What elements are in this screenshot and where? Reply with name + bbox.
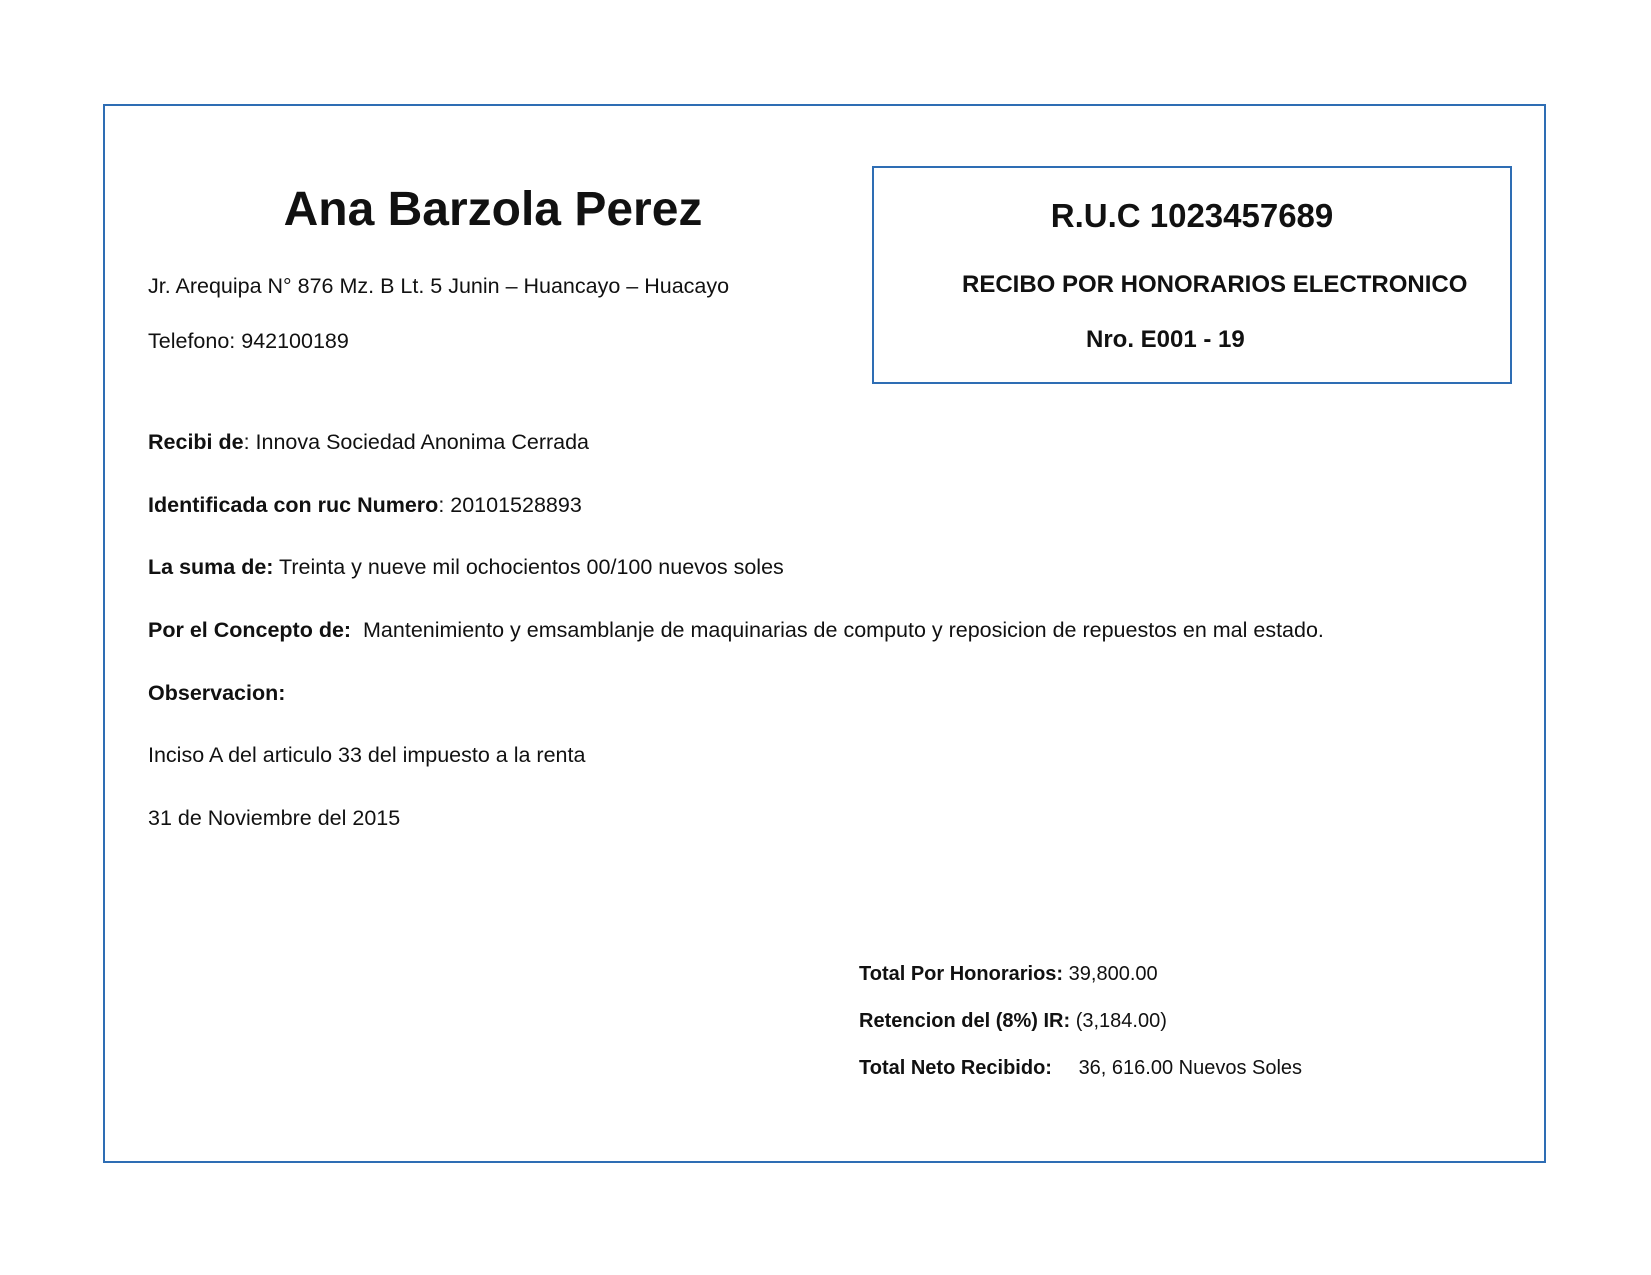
concept-value: Mantenimiento y emsamblanje de maquinarias de computo y reposicion de repuestos en mal estado. xyxy=(351,618,1324,642)
amount-words-value: Treinta y nueve mil ochocientos 00/100 nuevos soles xyxy=(273,555,784,579)
received-from-row xyxy=(148,428,589,456)
total-net-label: Total Neto Recibido: xyxy=(859,1057,1052,1079)
receipt-title: RECIBO POR HONORARIOS ELECTRONICO xyxy=(962,271,1468,298)
retention-label: Retencion del (8%) IR: xyxy=(859,1010,1071,1032)
received-from-label: Recibi de xyxy=(148,430,244,454)
observation-text: Inciso A del articulo 33 del impuesto a la renta xyxy=(148,743,586,767)
retention-value: (3,184.00) xyxy=(1075,1010,1167,1032)
total-net-value: 36, 616.00 Nuevos Soles xyxy=(1078,1057,1303,1079)
amount-words-row xyxy=(148,553,784,581)
concept-row xyxy=(148,616,1324,644)
receipt-number: Nro. E001 - 19 xyxy=(1086,326,1245,353)
issuer-phone: Telefono: 942100189 xyxy=(148,329,349,353)
receipt-date: 31 de Noviembre del 2015 xyxy=(148,806,401,830)
concept-label: Por el Concepto de: xyxy=(148,618,352,642)
received-from-value: : Innova Sociedad Anonima Cerrada xyxy=(243,430,590,454)
total-net-row xyxy=(859,1055,1302,1081)
amount-words-label: La suma de: xyxy=(148,555,274,579)
ruc-id-value: : 20101528893 xyxy=(438,493,582,517)
retention-row xyxy=(859,1008,1167,1034)
total-gross-row xyxy=(859,961,1158,987)
total-gross-value: 39,800.00 xyxy=(1068,963,1158,985)
ruc-id-label: Identificada con ruc Numero xyxy=(148,493,439,517)
issuer-name: Ana Barzola Perez xyxy=(283,183,703,236)
observation-row xyxy=(148,679,285,707)
total-gross-label: Total Por Honorarios: xyxy=(859,963,1064,985)
observation-label: Observacion: xyxy=(148,681,286,705)
issuer-address: Jr. Arequipa N° 876 Mz. B Lt. 5 Junin – Huancayo – Huacayo xyxy=(148,274,730,298)
ruc-number: R.U.C 1023457689 xyxy=(1050,197,1334,234)
ruc-id-row xyxy=(148,491,582,519)
